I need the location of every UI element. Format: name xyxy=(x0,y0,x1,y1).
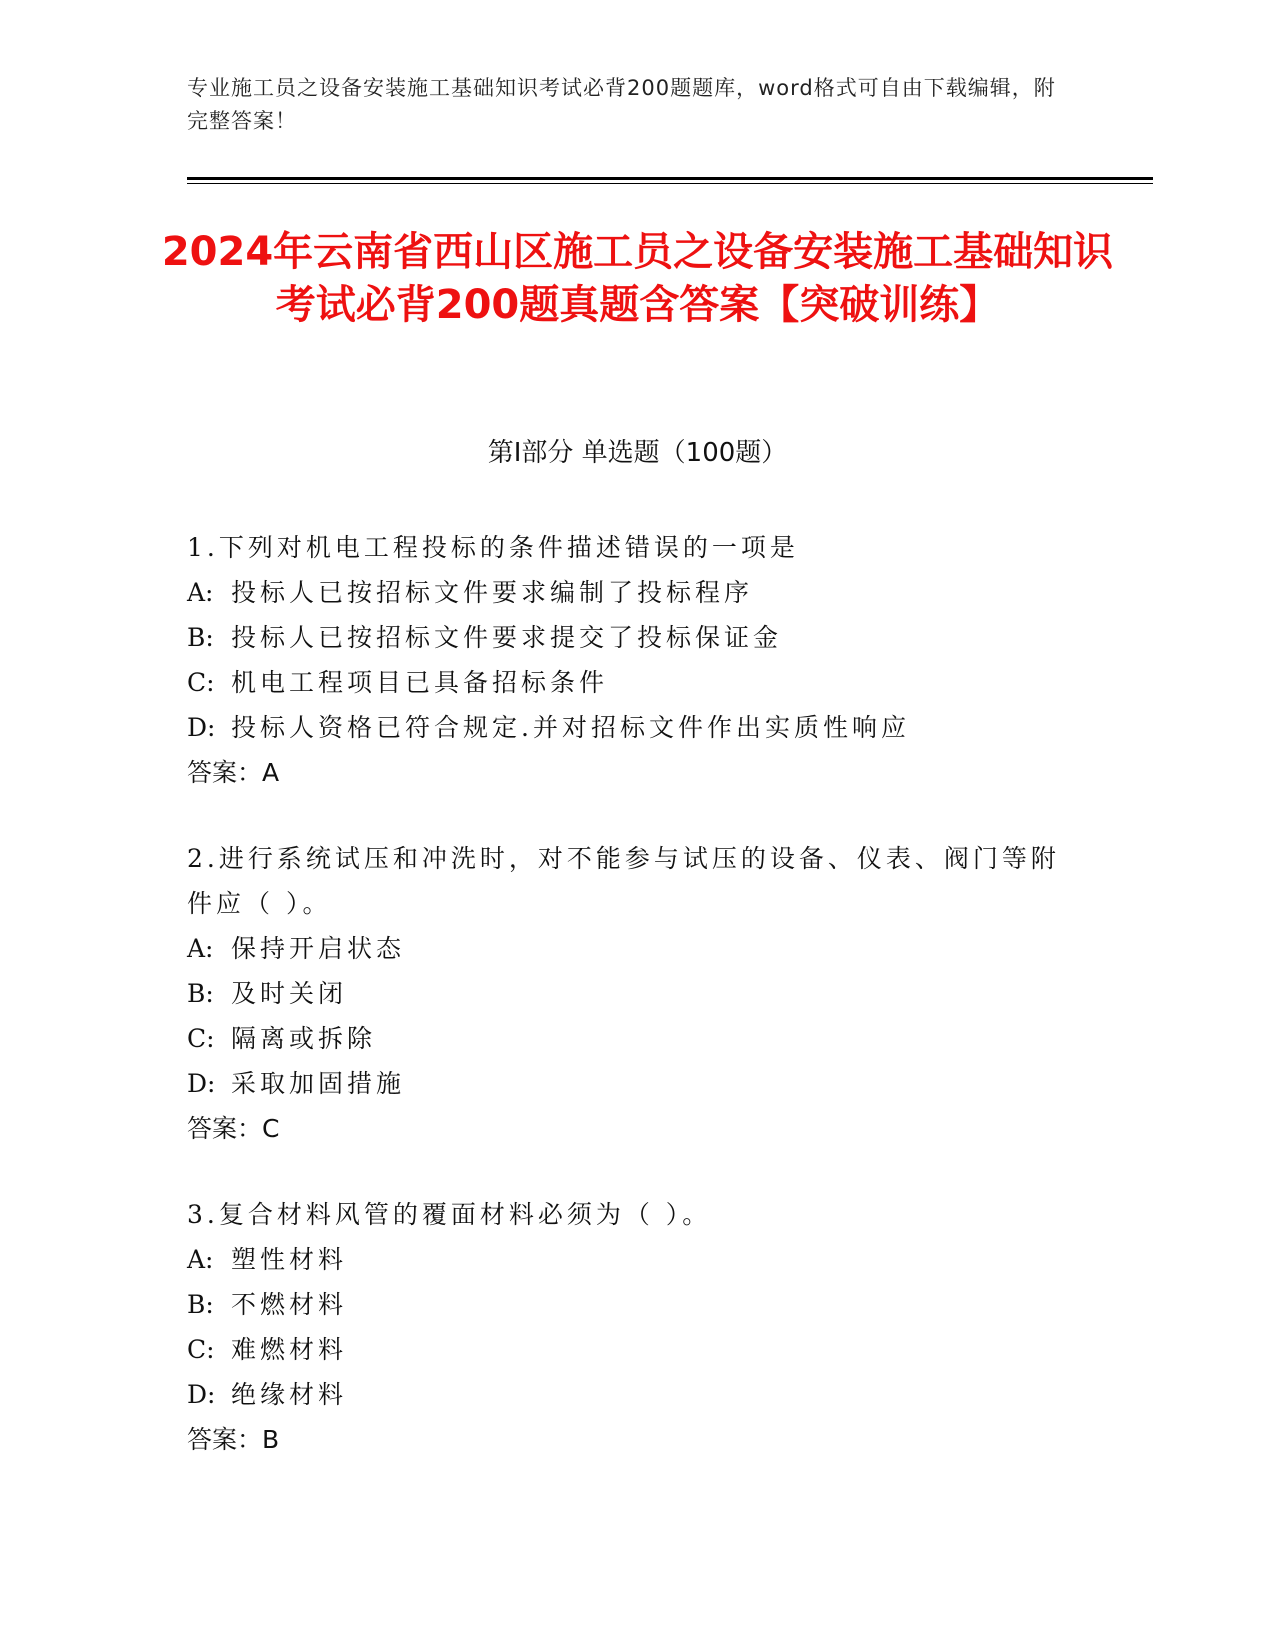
header-rule-thin xyxy=(187,183,1153,184)
option-text: 投标人资格已符合规定.并对招标文件作出实质性响应 xyxy=(231,713,910,742)
question-stem: 2.进行系统试压和冲洗时，对不能参与试压的设备、仪表、阀门等附件应（ ）。 xyxy=(187,844,1060,918)
option-letter: D: xyxy=(187,1069,216,1098)
option-text: 投标人已按招标文件要求编制了投标程序 xyxy=(231,578,754,607)
option-text: 塑性材料 xyxy=(231,1245,348,1274)
question-stem: 1.下列对机电工程投标的条件描述错误的一项是 xyxy=(187,533,799,562)
option-text: 难燃材料 xyxy=(231,1335,348,1364)
question-2 xyxy=(187,836,1067,1151)
option-letter: B: xyxy=(187,623,214,652)
document-title: 2024年云南省西山区施工员之设备安装施工基础知识考试必背200题真题含答案【突破训练】 xyxy=(161,229,1114,328)
option-c xyxy=(187,660,1067,705)
option-text: 不燃材料 xyxy=(231,1290,348,1319)
question-1 xyxy=(187,525,1067,795)
option-letter: D: xyxy=(187,1380,216,1409)
answer: 答案：B xyxy=(187,1425,280,1454)
header-note: 专业施工员之设备安装施工基础知识考试必背200题题库，word格式可自由下载编辑，附完整答案！ xyxy=(187,76,1056,133)
option-c xyxy=(187,1016,1067,1061)
option-text: 及时关闭 xyxy=(231,979,348,1008)
option-letter: C: xyxy=(187,1024,215,1053)
option-letter: B: xyxy=(187,979,214,1008)
option-text: 投标人已按招标文件要求提交了投标保证金 xyxy=(231,623,783,652)
option-letter: A: xyxy=(187,578,214,607)
option-b xyxy=(187,971,1067,1016)
option-text: 机电工程项目已具备招标条件 xyxy=(231,668,609,697)
option-letter: A: xyxy=(187,934,214,963)
section-title: 第I部分 单选题（100题） xyxy=(487,438,788,468)
option-text: 采取加固措施 xyxy=(231,1069,406,1098)
option-letter: C: xyxy=(187,668,215,697)
option-letter: B: xyxy=(187,1290,214,1319)
option-d xyxy=(187,1372,1067,1417)
question-list xyxy=(187,525,1067,1503)
question-stem: 3.复合材料风管的覆面材料必须为（ ）。 xyxy=(187,1200,712,1229)
option-b xyxy=(187,1282,1067,1327)
option-a xyxy=(187,926,1067,971)
question-3 xyxy=(187,1192,1067,1462)
option-d xyxy=(187,1061,1067,1106)
answer: 答案：A xyxy=(187,758,280,787)
option-text: 绝缘材料 xyxy=(231,1380,348,1409)
option-d xyxy=(187,705,1067,750)
option-letter: D: xyxy=(187,713,216,742)
option-a xyxy=(187,570,1067,615)
option-a xyxy=(187,1237,1067,1282)
header-rule-thick xyxy=(187,177,1153,180)
option-letter: C: xyxy=(187,1335,215,1364)
option-text: 隔离或拆除 xyxy=(231,1024,377,1053)
option-b xyxy=(187,615,1067,660)
answer: 答案：C xyxy=(187,1114,280,1143)
option-letter: A: xyxy=(187,1245,214,1274)
option-text: 保持开启状态 xyxy=(231,934,406,963)
option-c xyxy=(187,1327,1067,1372)
